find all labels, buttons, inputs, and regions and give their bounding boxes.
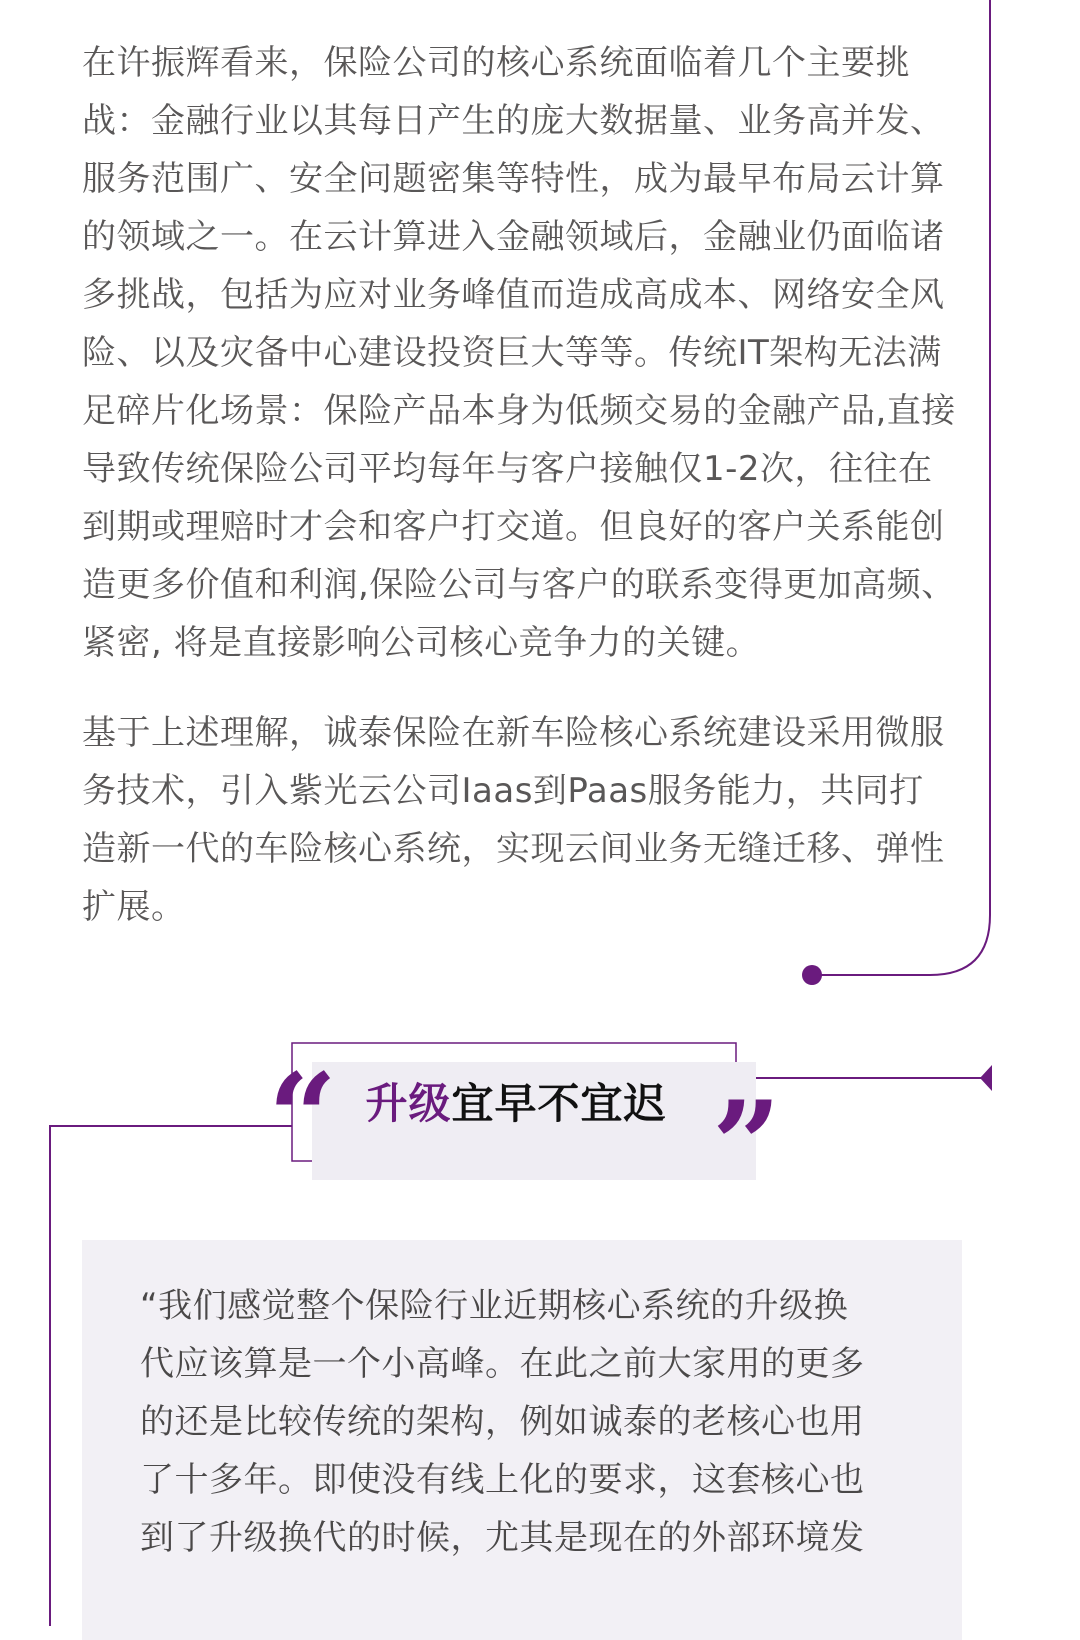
text-line: 服务范围广、安全问题密集等特性，成为最早布局云计算 bbox=[82, 159, 945, 199]
text-line: 了十多年。即使没有线上化的要求，这套核心也 bbox=[140, 1460, 865, 1500]
section-title-rest: 宜早不宜迟 bbox=[451, 1079, 667, 1128]
text-line: 险、以及灾备中心建设投资巨大等等。传统IT架构无法满 bbox=[82, 333, 942, 373]
text-line: 到期或理赔时才会和客户打交道。但良好的客户关系能创 bbox=[82, 507, 945, 547]
text-line: 基于上述理解，诚泰保险在新车险核心系统建设采用微服 bbox=[82, 713, 945, 753]
text-line: 务技术，引入紫光云公司Iaas到Paas服务能力，共同打 bbox=[82, 771, 924, 811]
text-line: 造更多价值和利润,保险公司与客户的联系变得更加高频、 bbox=[82, 565, 956, 605]
text-line: 多挑战，包括为应对业务峰值而造成高成本、网络安全风 bbox=[82, 275, 945, 315]
text-line: 在许振辉看来，保险公司的核心系统面临着几个主要挑 bbox=[82, 43, 910, 83]
text-line: 扩展。 bbox=[82, 887, 186, 927]
text-line: 导致传统保险公司平均每年与客户接触仅1-2次，往往在 bbox=[82, 449, 933, 489]
text-line: 足碎片化场景：保险产品本身为低频交易的金融产品,直接 bbox=[82, 391, 956, 431]
text-line: 的领域之一。在云计算进入金融领域后，金融业仍面临诸 bbox=[82, 217, 945, 257]
text-line: 造新一代的车险核心系统，实现云间业务无缝迁移、弹性 bbox=[82, 829, 945, 869]
text-line: 代应该算是一个小高峰。在此之前大家用的更多 bbox=[140, 1344, 865, 1384]
approach-paragraph bbox=[82, 704, 982, 936]
frame-dot bbox=[802, 965, 822, 985]
text-line: “我们感觉整个保险行业近期核心系统的升级换 bbox=[140, 1286, 849, 1326]
quote-paragraph bbox=[140, 1277, 940, 1567]
open-quote-mark: “ bbox=[268, 1047, 338, 1188]
intro-paragraph bbox=[82, 34, 982, 672]
close-quote-mark: ” bbox=[712, 1075, 782, 1216]
text-line: 的还是比较传统的架构，例如诚泰的老核心也用 bbox=[140, 1402, 865, 1442]
frame-arrow bbox=[980, 1065, 992, 1091]
section-title bbox=[312, 1066, 720, 1142]
text-line: 战：金融行业以其每日产生的庞大数据量、业务高并发、 bbox=[82, 101, 945, 141]
text-line: 到了升级换代的时候，尤其是现在的外部环境发 bbox=[140, 1518, 865, 1558]
section-title-accent: 升级 bbox=[365, 1079, 452, 1128]
text-line: 紧密, 将是直接影响公司核心竞争力的关键。 bbox=[82, 623, 761, 663]
